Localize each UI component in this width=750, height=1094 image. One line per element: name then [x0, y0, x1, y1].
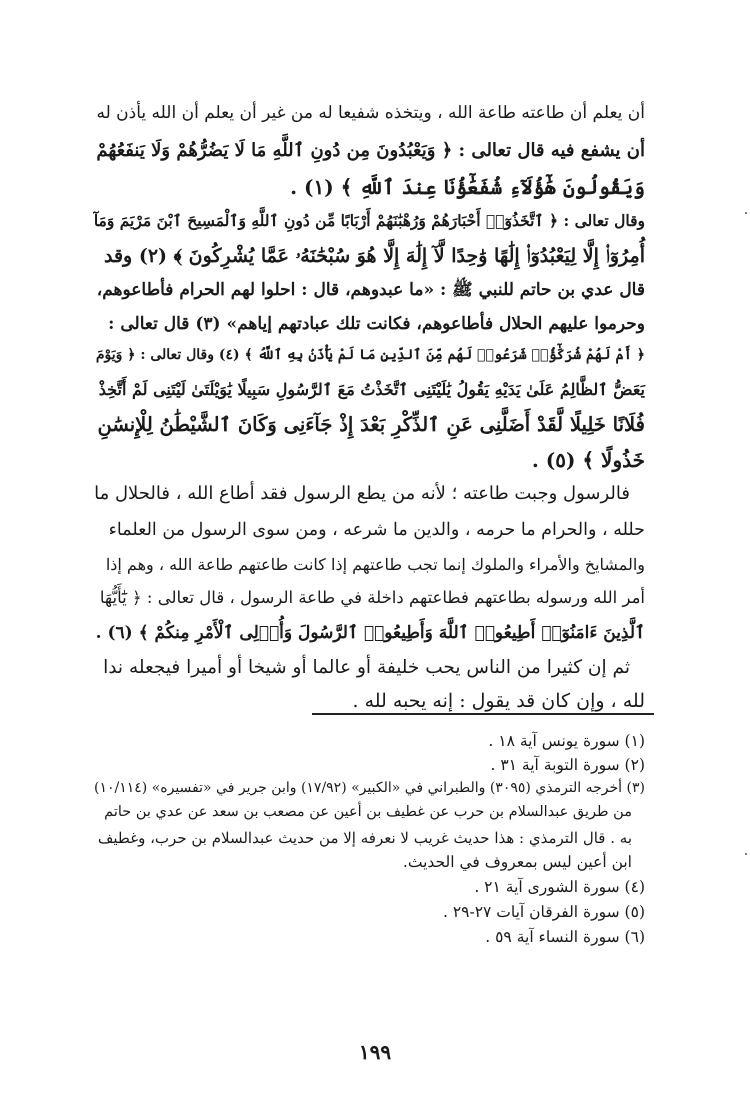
body-line-14: والمشايخ والأمراء والملوك إنما تجب طاعتهم إذا كانت طاعتهم طاعة الله ، وهم إذا — [105, 555, 645, 574]
body-line-18: لله ، وإن كان قد يقول : إنه يحبه لله . — [352, 690, 645, 712]
footnote-3-cont-1: من طريق عبدالسلام بن حرب عن غطيف بن أعين عن مصعب بن سعد عن عدي بن حاتم — [104, 804, 632, 820]
body-line-17: ثم إن كثيرا من الناس يحب خليفة أو عالما أو شيخا أو أميرا فيجعله ندا — [103, 657, 630, 678]
footnote-4: (٤) سورة الشورى آية ٢١ . — [474, 878, 645, 896]
body-line-8: ﴿ أَمْ لَهُمْ شُرَكَٰٓؤُا۟ شَرَعُوا۟ لَهُم مِّنَ ٱلدِّينِ مَا لَمْ يَأْذَنۢ بِهِ ٱللَّهُ ﴾ (٤) وقال تعالى : ﴿ وَيَوْمَ — [95, 347, 645, 363]
footnote-separator — [312, 713, 654, 715]
body-line-4: وقال تعالى : ﴿ ٱتَّخَذُوٓا۟ أَحْبَارَهُمْ وَرُهْبَٰنَهُمْ أَرْبَابًا مِّن دُونِ ٱللَّهِ وَٱلْمَسِيحَ ٱبْنَ مَرْيَمَ وَمَآ — [93, 211, 645, 230]
body-line-9: يَعَضُّ ٱلظَّالِمُ عَلَىٰ يَدَيْهِ يَقُولُ يَٰلَيْتَنِى ٱتَّخَذْتُ مَعَ ٱلرَّسُولِ سَبِيلًا يَٰوَيْلَتَىٰ لَيْتَنِى لَمْ أَتَّخِذْ — [98, 380, 645, 399]
body-line-16: ٱلَّذِينَ ءَامَنُوٓا۟ أَطِيعُوا۟ ٱللَّهَ وَأَطِيعُوا۟ ٱلرَّسُولَ وَأُو۟لِى ٱلْأَمْرِ مِنكُمْ ﴾ (٦) . — [95, 623, 645, 643]
footnote-3: (٣) أخرجه الترمذي (٣٠٩٥) والطبراني في «الكبير» (١٧/٩٢) وابن جرير في «تفسيره» (١٠/١١٤) — [93, 780, 645, 796]
footnote-2: (٢) سورة التوبة آية ٣١ . — [490, 756, 645, 774]
body-line-2: أن يشفع فيه قال تعالى : ﴿ وَيَعْبُدُونَ مِن دُونِ ٱللَّهِ مَا لَا يَضُرُّهُمْ وَلَا يَنفَعُهُمْ — [96, 140, 645, 161]
footnote-5: (٥) سورة الفرقان آيات ٢٧-٢٩ . — [442, 903, 645, 921]
scan-speck — [745, 212, 747, 214]
page-number: ١٩٩ — [358, 1040, 392, 1064]
body-line-1: أن يعلم أن طاعته طاعة الله ، ويتخذه شفيعا له من غير أن يعلم أن الله يأذن له — [96, 103, 645, 123]
body-line-11: خَذُولًا ﴾ (٥) . — [531, 448, 645, 472]
body-line-10: فُلَانًا خَلِيلًا لَّقَدْ أَضَلَّنِى عَنِ ٱلذِّكْرِ بَعْدَ إِذْ جَآءَنِى وَكَانَ ٱلشَّيْطَٰنُ لِلْإِنسَٰنِ — [97, 413, 645, 436]
footnote-3-cont-2: به . قال الترمذي : هذا حديث غريب لا نعرفه إلا من حديث عبدالسلام بن حرب، وغطيف — [97, 829, 632, 847]
footnote-6: (٦) سورة النساء آية ٥٩ . — [485, 928, 645, 946]
body-line-3: وَيَقُولُونَ هَٰٓؤُلَآءِ شُفَعَٰٓؤُنَا عِندَ ٱللَّهِ ﴾ (١) . — [290, 175, 645, 199]
body-line-6: قال عدي بن حاتم للنبي ﷺ : «ما عبدوهم، قال : احلوا لهم الحرام فأطاعوهم، — [96, 280, 645, 300]
footnote-3-cont-3: ابن أعين ليس بمعروف في الحديث. — [402, 853, 632, 871]
footnote-1: (١) سورة يونس آية ١٨ . — [488, 732, 645, 750]
body-line-12: فالرسول وجبت طاعته ؛ لأنه من يطع الرسول فقد أطاع الله ، فالحلال ما — [94, 483, 630, 504]
body-line-5: أُمِرُوٓا۟ إِلَّا لِيَعْبُدُوٓا۟ إِلَٰهًا وَٰحِدًا لَّآ إِلَٰهَ إِلَّا هُوَ سُبْحَٰنَهُۥ عَمَّا يُشْرِكُونَ ﴾ (٢) وقد — [103, 245, 645, 267]
body-line-15: أمر الله ورسوله بطاعتهم فطاعتهم داخلة في طاعة الرسول ، قال تعالى : ﴿ يَٰٓأَيُّهَا — [99, 588, 645, 607]
body-line-7: وحرموا عليهم الحلال فأطاعوهم، فكانت تلك عبادتهم إياهم» (٣) قال تعالى : — [108, 314, 645, 334]
scan-speck — [745, 853, 747, 855]
body-line-13: حلله ، والحرام ما حرمه ، والدين ما شرعه ، ومن سوى الرسول من العلماء — [108, 520, 645, 540]
